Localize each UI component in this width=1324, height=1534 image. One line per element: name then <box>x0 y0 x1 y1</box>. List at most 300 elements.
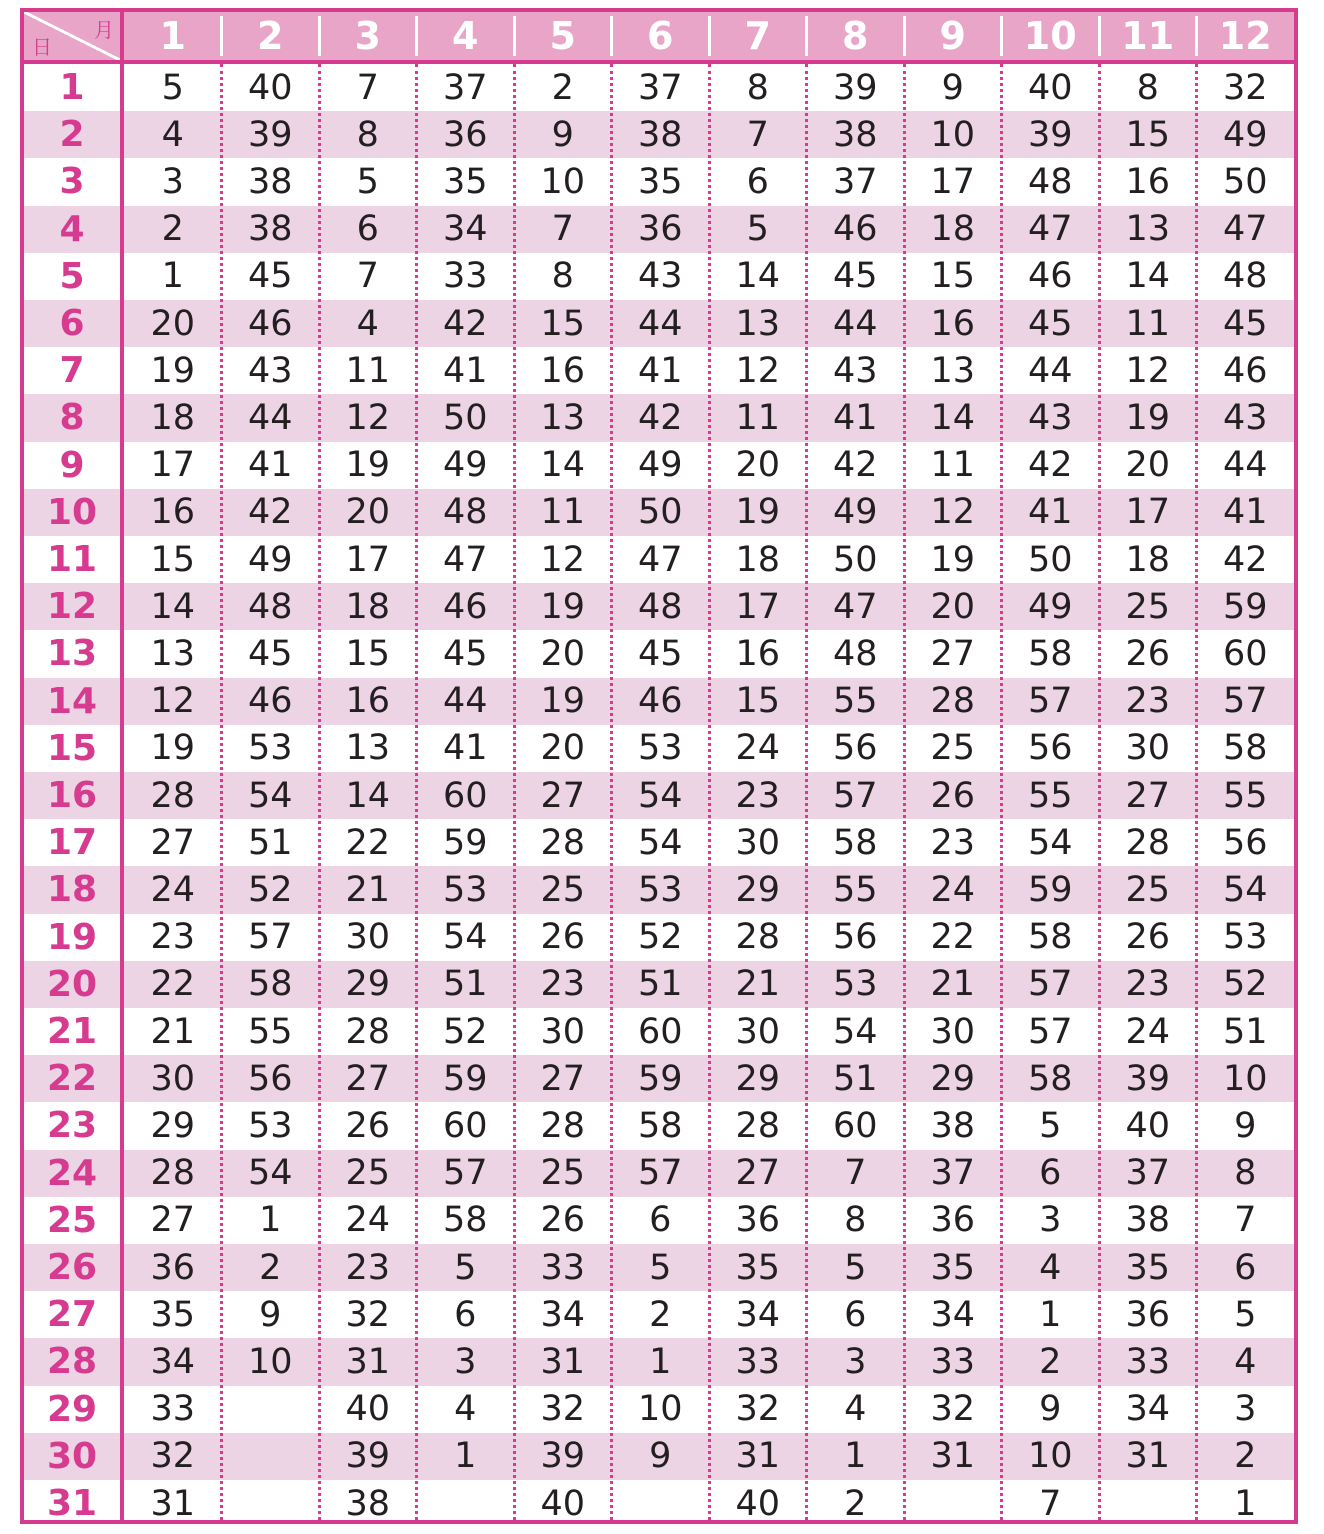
table-row <box>24 583 1294 630</box>
table-cell: 8 <box>746 67 769 108</box>
table-cell <box>417 1480 515 1527</box>
month-header-5: 5 <box>549 14 576 58</box>
table-cell: 26 <box>345 1105 391 1146</box>
table-cell: 10 <box>1027 1436 1073 1477</box>
month-header-7: 7 <box>744 14 771 58</box>
table-cell: 38 <box>930 1105 976 1146</box>
day-label: 27 <box>46 1294 98 1336</box>
table-cell: 2 <box>649 1294 672 1335</box>
day-label: 2 <box>59 114 85 156</box>
table-cell: 18 <box>735 539 781 580</box>
table-cell: 25 <box>540 869 586 910</box>
table-cell: 30 <box>150 1058 196 1099</box>
table-cell: 47 <box>442 539 488 580</box>
table-cell: 56 <box>832 728 878 769</box>
day-label: 23 <box>46 1105 98 1147</box>
table-cell: 57 <box>247 917 293 958</box>
column-dotted-divider <box>805 64 808 1520</box>
table-cell: 20 <box>540 633 586 674</box>
table-cell: 38 <box>832 114 878 155</box>
header-separator <box>415 16 418 56</box>
table-cell: 28 <box>1125 822 1171 863</box>
table-cell: 14 <box>1125 256 1171 297</box>
table-cell: 43 <box>1222 397 1268 438</box>
table-cell: 47 <box>832 586 878 627</box>
table-cell: 37 <box>832 161 878 202</box>
table-cell: 23 <box>1125 964 1171 1005</box>
table-cell: 27 <box>150 822 196 863</box>
table-cell: 28 <box>540 1105 586 1146</box>
table-cell: 25 <box>1125 869 1171 910</box>
table-cell: 46 <box>1027 256 1073 297</box>
table-cell: 32 <box>930 1389 976 1430</box>
table-cell: 5 <box>1039 1105 1062 1146</box>
table-cell: 55 <box>832 681 878 722</box>
table-cell: 38 <box>345 1483 391 1524</box>
table-cell: 1 <box>1039 1294 1062 1335</box>
table-cell: 31 <box>540 1341 586 1382</box>
table-cell: 50 <box>1027 539 1073 580</box>
table-cell: 7 <box>1039 1483 1062 1524</box>
table-cell: 49 <box>442 445 488 486</box>
table-cell: 19 <box>345 445 391 486</box>
table-cell: 52 <box>247 869 293 910</box>
day-label: 24 <box>46 1152 98 1194</box>
table-cell: 2 <box>844 1483 867 1524</box>
table-cell: 2 <box>1234 1436 1257 1477</box>
table-cell: 57 <box>442 1153 488 1194</box>
table-row <box>24 819 1294 866</box>
day-label: 18 <box>46 869 98 911</box>
table-cell: 4 <box>1234 1341 1257 1382</box>
table-cell: 43 <box>637 256 683 297</box>
table-cell: 15 <box>1125 114 1171 155</box>
table-cell: 1 <box>649 1341 672 1382</box>
table-cell: 57 <box>1027 1011 1073 1052</box>
table-cell <box>222 1480 320 1527</box>
table-cell: 33 <box>1125 1341 1171 1382</box>
table-cell: 16 <box>930 303 976 344</box>
day-label: 4 <box>59 208 85 250</box>
table-cell: 22 <box>150 964 196 1005</box>
table-cell: 60 <box>637 1011 683 1052</box>
column-dotted-divider <box>415 64 418 1520</box>
table-cell: 58 <box>1222 728 1268 769</box>
table-cell: 20 <box>150 303 196 344</box>
table-cell: 4 <box>844 1389 867 1430</box>
table-row <box>24 394 1294 441</box>
table-cell: 58 <box>1027 1058 1073 1099</box>
table-cell: 24 <box>930 869 976 910</box>
table-cell: 12 <box>540 539 586 580</box>
table-cell: 43 <box>832 350 878 391</box>
table-cell <box>222 1433 320 1480</box>
table-cell: 10 <box>1222 1058 1268 1099</box>
table-row <box>24 1244 1294 1291</box>
table-cell: 28 <box>930 681 976 722</box>
day-label: 3 <box>59 161 85 203</box>
table-cell: 33 <box>540 1247 586 1288</box>
table-cell: 5 <box>1234 1294 1257 1335</box>
column-dotted-divider <box>610 64 613 1520</box>
table-cell: 13 <box>930 350 976 391</box>
table-cell: 1 <box>259 1200 282 1241</box>
table-row <box>24 1386 1294 1433</box>
table-row <box>24 866 1294 913</box>
table-cell: 44 <box>1222 445 1268 486</box>
table-cell: 9 <box>259 1294 282 1335</box>
header-separator <box>903 16 906 56</box>
table-cell: 14 <box>345 775 391 816</box>
table-cell: 48 <box>637 586 683 627</box>
table-cell: 21 <box>345 869 391 910</box>
column-dotted-divider <box>220 64 223 1520</box>
table-cell: 5 <box>844 1247 867 1288</box>
table-row <box>24 489 1294 536</box>
table-cell: 12 <box>735 350 781 391</box>
table-cell: 1 <box>161 256 184 297</box>
table-cell: 47 <box>1027 209 1073 250</box>
header-separator <box>318 16 321 56</box>
table-cell: 13 <box>150 633 196 674</box>
table-cell: 26 <box>540 917 586 958</box>
table-cell: 18 <box>1125 539 1171 580</box>
table-row <box>24 442 1294 489</box>
table-cell: 29 <box>735 1058 781 1099</box>
table-cell: 27 <box>540 1058 586 1099</box>
table-cell: 23 <box>540 964 586 1005</box>
table-cell: 6 <box>454 1294 477 1335</box>
table-row <box>24 1150 1294 1197</box>
table-cell: 44 <box>637 303 683 344</box>
day-label: 15 <box>46 727 98 769</box>
table-cell: 49 <box>1027 586 1073 627</box>
table-cell: 25 <box>1125 586 1171 627</box>
table-cell: 39 <box>832 67 878 108</box>
table-cell: 34 <box>1125 1389 1171 1430</box>
table-cell: 39 <box>1125 1058 1171 1099</box>
table-cell: 52 <box>1222 964 1268 1005</box>
table-cell: 20 <box>345 492 391 533</box>
table-row <box>24 253 1294 300</box>
table-cell: 57 <box>1222 681 1268 722</box>
table-cell: 27 <box>345 1058 391 1099</box>
table-cell: 9 <box>649 1436 672 1477</box>
table-cell: 46 <box>1222 350 1268 391</box>
table-cell: 1 <box>1234 1483 1257 1524</box>
table-cell: 59 <box>637 1058 683 1099</box>
table-cell: 5 <box>746 209 769 250</box>
corner-month-label: 月 <box>94 18 114 42</box>
table-row <box>24 961 1294 1008</box>
table-cell: 30 <box>930 1011 976 1052</box>
table-cell: 17 <box>930 161 976 202</box>
table-cell: 29 <box>150 1105 196 1146</box>
table-cell: 44 <box>1027 350 1073 391</box>
table-cell: 2 <box>161 209 184 250</box>
table-cell: 41 <box>1027 492 1073 533</box>
table-cell: 45 <box>832 256 878 297</box>
header-separator <box>513 16 516 56</box>
table-cell: 15 <box>735 681 781 722</box>
table-cell: 28 <box>540 822 586 863</box>
table-cell: 12 <box>1125 350 1171 391</box>
table-cell: 16 <box>735 633 781 674</box>
table-cell: 19 <box>540 586 586 627</box>
table-cell: 19 <box>540 681 586 722</box>
table-cell: 4 <box>454 1389 477 1430</box>
day-label: 20 <box>46 963 98 1005</box>
table-cell: 33 <box>735 1341 781 1382</box>
table-cell: 45 <box>637 633 683 674</box>
table-cell: 41 <box>442 728 488 769</box>
table-row <box>24 1008 1294 1055</box>
table-cell: 37 <box>930 1153 976 1194</box>
column-dotted-divider <box>1098 64 1101 1520</box>
table-cell: 36 <box>1125 1294 1171 1335</box>
day-label: 13 <box>46 633 98 675</box>
table-cell: 48 <box>832 633 878 674</box>
table-cell: 50 <box>1222 161 1268 202</box>
table-cell: 36 <box>150 1247 196 1288</box>
column-dotted-divider <box>513 64 516 1520</box>
table-cell: 51 <box>442 964 488 1005</box>
table-cell: 25 <box>540 1153 586 1194</box>
day-label: 28 <box>46 1341 98 1383</box>
table-cell: 26 <box>930 775 976 816</box>
table-cell: 6 <box>1234 1247 1257 1288</box>
table-cell: 26 <box>1125 633 1171 674</box>
table-cell: 3 <box>161 161 184 202</box>
table-cell: 32 <box>540 1389 586 1430</box>
table-cell: 51 <box>247 822 293 863</box>
day-label: 31 <box>46 1483 98 1525</box>
table-cell: 19 <box>1125 397 1171 438</box>
table-cell: 35 <box>442 161 488 202</box>
table-cell: 2 <box>551 67 574 108</box>
table-cell: 31 <box>150 1483 196 1524</box>
table-cell: 4 <box>1039 1247 1062 1288</box>
table-cell: 45 <box>247 256 293 297</box>
table-cell: 55 <box>832 869 878 910</box>
day-column-divider <box>120 12 124 1520</box>
day-label: 19 <box>46 916 98 958</box>
table-cell: 28 <box>345 1011 391 1052</box>
table-cell: 6 <box>844 1294 867 1335</box>
table-cell: 21 <box>150 1011 196 1052</box>
table-row <box>24 300 1294 347</box>
day-label: 14 <box>46 680 98 722</box>
table-cell: 22 <box>930 917 976 958</box>
table-cell: 34 <box>735 1294 781 1335</box>
table-cell: 18 <box>345 586 391 627</box>
table-cell: 5 <box>454 1247 477 1288</box>
day-label: 11 <box>46 539 98 581</box>
table-cell: 19 <box>930 539 976 580</box>
table-cell: 24 <box>345 1200 391 1241</box>
table-row <box>24 914 1294 961</box>
table-cell: 46 <box>247 681 293 722</box>
month-header-row <box>24 12 1294 60</box>
table-cell: 54 <box>1222 869 1268 910</box>
day-label: 1 <box>59 67 85 109</box>
table-cell: 6 <box>649 1200 672 1241</box>
table-cell: 42 <box>637 397 683 438</box>
table-cell: 21 <box>735 964 781 1005</box>
table-cell: 29 <box>930 1058 976 1099</box>
table-cell: 49 <box>832 492 878 533</box>
table-cell: 23 <box>150 917 196 958</box>
table-cell: 44 <box>247 397 293 438</box>
table-cell: 6 <box>1039 1153 1062 1194</box>
table-cell: 41 <box>247 445 293 486</box>
table-cell: 47 <box>1222 209 1268 250</box>
table-cell: 40 <box>247 67 293 108</box>
header-corner-cell <box>24 12 120 60</box>
table-row <box>24 725 1294 772</box>
table-cell: 41 <box>1222 492 1268 533</box>
table-cell: 54 <box>442 917 488 958</box>
day-label: 7 <box>59 350 85 392</box>
table-cell: 11 <box>540 492 586 533</box>
table-cell: 56 <box>1222 822 1268 863</box>
table-cell: 16 <box>1125 161 1171 202</box>
table-cell: 47 <box>637 539 683 580</box>
table-cell: 57 <box>832 775 878 816</box>
table-cell: 58 <box>1027 917 1073 958</box>
table-cell: 35 <box>150 1294 196 1335</box>
table-cell: 16 <box>150 492 196 533</box>
table-cell: 32 <box>345 1294 391 1335</box>
table-cell: 50 <box>637 492 683 533</box>
table-cell: 21 <box>930 964 976 1005</box>
month-header-9: 9 <box>939 14 966 58</box>
table-row <box>24 111 1294 158</box>
table-cell: 50 <box>442 397 488 438</box>
table-row <box>24 1055 1294 1102</box>
table-cell: 14 <box>930 397 976 438</box>
table-cell: 48 <box>1222 256 1268 297</box>
header-separator <box>1000 16 1003 56</box>
table-cell: 17 <box>150 445 196 486</box>
table-cell: 46 <box>442 586 488 627</box>
table-cell: 41 <box>442 350 488 391</box>
table-cell: 17 <box>735 586 781 627</box>
table-cell: 37 <box>442 67 488 108</box>
table-cell: 2 <box>259 1247 282 1288</box>
table-cell: 57 <box>637 1153 683 1194</box>
table-cell: 60 <box>442 775 488 816</box>
table-cell: 56 <box>832 917 878 958</box>
month-header-12: 12 <box>1218 14 1272 58</box>
table-cell: 48 <box>442 492 488 533</box>
table-row <box>24 347 1294 394</box>
table-cell: 43 <box>247 350 293 391</box>
header-separator <box>1098 16 1101 56</box>
table-cell: 34 <box>930 1294 976 1335</box>
table-cell: 11 <box>735 397 781 438</box>
table-cell: 10 <box>637 1389 683 1430</box>
table-cell: 5 <box>161 67 184 108</box>
table-cell: 40 <box>1027 67 1073 108</box>
column-dotted-divider <box>903 64 906 1520</box>
table-cell: 22 <box>345 822 391 863</box>
table-row <box>24 678 1294 725</box>
table-cell: 51 <box>1222 1011 1268 1052</box>
table-cell: 26 <box>1125 917 1171 958</box>
table-row <box>24 536 1294 583</box>
table-cell: 39 <box>1027 114 1073 155</box>
table-cell: 53 <box>247 728 293 769</box>
table-cell: 59 <box>1222 586 1268 627</box>
table-cell: 20 <box>930 586 976 627</box>
table-cell: 3 <box>454 1341 477 1382</box>
table-cell: 54 <box>1027 822 1073 863</box>
table-cell: 39 <box>345 1436 391 1477</box>
table-cell: 19 <box>735 492 781 533</box>
table-cell: 35 <box>1125 1247 1171 1288</box>
table-cell: 24 <box>1125 1011 1171 1052</box>
table-cell: 32 <box>1222 67 1268 108</box>
table-cell: 53 <box>832 964 878 1005</box>
table-cell: 38 <box>247 209 293 250</box>
day-label: 6 <box>59 303 85 345</box>
table-cell: 54 <box>832 1011 878 1052</box>
table-cell: 54 <box>637 822 683 863</box>
month-header-4: 4 <box>452 14 479 58</box>
table-cell: 15 <box>930 256 976 297</box>
table-cell: 27 <box>150 1200 196 1241</box>
table-cell: 14 <box>150 586 196 627</box>
table-cell: 31 <box>345 1341 391 1382</box>
table-cell: 30 <box>345 917 391 958</box>
table-cell: 8 <box>1136 67 1159 108</box>
day-label: 8 <box>59 397 85 439</box>
table-cell: 38 <box>1125 1200 1171 1241</box>
table-cell: 4 <box>161 114 184 155</box>
table-cell: 14 <box>735 256 781 297</box>
table-row <box>24 206 1294 253</box>
table-cell: 15 <box>540 303 586 344</box>
table-cell: 56 <box>247 1058 293 1099</box>
table-row <box>24 158 1294 205</box>
table-cell <box>904 1480 1002 1527</box>
table-cell: 10 <box>247 1341 293 1382</box>
table-cell: 44 <box>442 681 488 722</box>
table-cell: 7 <box>356 67 379 108</box>
table-cell: 32 <box>735 1389 781 1430</box>
header-divider <box>24 60 1294 64</box>
table-cell: 31 <box>1125 1436 1171 1477</box>
table-cell: 45 <box>1027 303 1073 344</box>
table-cell: 13 <box>540 397 586 438</box>
header-separator <box>708 16 711 56</box>
table-row <box>24 1338 1294 1385</box>
table-cell: 49 <box>637 445 683 486</box>
day-label: 17 <box>46 822 98 864</box>
table-cell: 59 <box>442 1058 488 1099</box>
column-dotted-divider <box>1195 64 1198 1520</box>
table-cell: 28 <box>150 1153 196 1194</box>
table-cell: 19 <box>150 350 196 391</box>
table-cell: 54 <box>247 775 293 816</box>
table-cell: 12 <box>345 397 391 438</box>
table-cell: 55 <box>247 1011 293 1052</box>
table-cell: 39 <box>540 1436 586 1477</box>
table-cell: 36 <box>442 114 488 155</box>
table-cell: 19 <box>150 728 196 769</box>
table-cell: 8 <box>356 114 379 155</box>
